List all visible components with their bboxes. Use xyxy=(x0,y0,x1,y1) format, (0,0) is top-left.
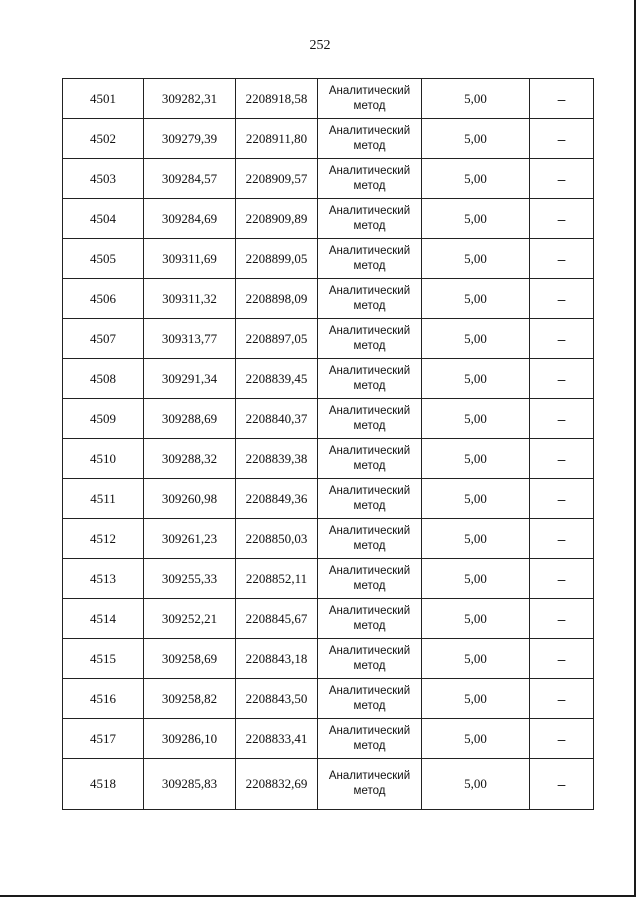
accuracy-cell: 5,00 xyxy=(422,319,530,359)
method-cell xyxy=(318,759,422,810)
method-cell xyxy=(318,279,422,319)
method-cell xyxy=(318,639,422,679)
y-coordinate-cell: 2208898,09 xyxy=(236,279,318,319)
table-row xyxy=(63,319,594,359)
point-number-cell: 4512 xyxy=(63,519,144,559)
method-text-line1: Аналитический xyxy=(328,84,411,97)
y-coordinate-cell: 2208899,05 xyxy=(236,239,318,279)
method-text-line2: метод xyxy=(353,99,386,112)
point-number-cell: 4513 xyxy=(63,559,144,599)
method-cell xyxy=(318,199,422,239)
accuracy-cell: 5,00 xyxy=(422,279,530,319)
method-text-line2: метод xyxy=(353,179,386,192)
note-cell: – xyxy=(530,599,594,639)
y-coordinate-cell: 2208832,69 xyxy=(236,759,318,810)
point-number-cell: 4503 xyxy=(63,159,144,199)
method-text-line1: Аналитический xyxy=(328,364,411,377)
method-text-line1: Аналитический xyxy=(328,244,411,257)
table-row xyxy=(63,159,594,199)
y-coordinate-cell: 2208850,03 xyxy=(236,519,318,559)
note-cell: – xyxy=(530,319,594,359)
page-number: 252 xyxy=(309,38,331,53)
y-coordinate-cell: 2208918,58 xyxy=(236,79,318,119)
note-cell: – xyxy=(530,719,594,759)
note-cell: – xyxy=(530,239,594,279)
x-coordinate-cell: 309279,39 xyxy=(144,119,236,159)
note-cell: – xyxy=(530,359,594,399)
note-cell: – xyxy=(530,439,594,479)
method-text-line2: метод xyxy=(353,419,386,432)
table-row xyxy=(63,639,594,679)
table-row xyxy=(63,359,594,399)
accuracy-cell: 5,00 xyxy=(422,519,530,559)
method-text-line1: Аналитический xyxy=(328,604,411,617)
method-text-line2: метод xyxy=(353,739,386,752)
accuracy-cell: 5,00 xyxy=(422,359,530,399)
y-coordinate-cell: 2208843,18 xyxy=(236,639,318,679)
method-cell xyxy=(318,359,422,399)
table-row xyxy=(63,759,594,810)
table-row xyxy=(63,439,594,479)
table-row xyxy=(63,519,594,559)
y-coordinate-cell: 2208897,05 xyxy=(236,319,318,359)
note-cell: – xyxy=(530,79,594,119)
note-cell: – xyxy=(530,199,594,239)
accuracy-cell: 5,00 xyxy=(422,239,530,279)
table-row xyxy=(63,399,594,439)
point-number-cell: 4501 xyxy=(63,79,144,119)
coordinates-table xyxy=(62,78,594,810)
x-coordinate-cell: 309285,83 xyxy=(144,759,236,810)
accuracy-cell: 5,00 xyxy=(422,79,530,119)
method-text-line2: метод xyxy=(353,459,386,472)
x-coordinate-cell: 309258,69 xyxy=(144,639,236,679)
method-text-line1: Аналитический xyxy=(328,124,411,137)
method-text-line1: Аналитический xyxy=(328,284,411,297)
method-cell xyxy=(318,559,422,599)
method-cell xyxy=(318,519,422,559)
method-text-line2: метод xyxy=(353,619,386,632)
accuracy-cell: 5,00 xyxy=(422,119,530,159)
method-cell xyxy=(318,679,422,719)
y-coordinate-cell: 2208833,41 xyxy=(236,719,318,759)
table-row xyxy=(63,239,594,279)
method-text-line2: метод xyxy=(353,379,386,392)
note-cell: – xyxy=(530,119,594,159)
accuracy-cell: 5,00 xyxy=(422,599,530,639)
method-text-line1: Аналитический xyxy=(328,724,411,737)
point-number-cell: 4514 xyxy=(63,599,144,639)
note-cell: – xyxy=(530,479,594,519)
x-coordinate-cell: 309284,69 xyxy=(144,199,236,239)
point-number-cell: 4511 xyxy=(63,479,144,519)
y-coordinate-cell: 2208843,50 xyxy=(236,679,318,719)
y-coordinate-cell: 2208849,36 xyxy=(236,479,318,519)
method-text-line1: Аналитический xyxy=(328,564,411,577)
table-row xyxy=(63,679,594,719)
point-number-cell: 4505 xyxy=(63,239,144,279)
note-cell: – xyxy=(530,159,594,199)
x-coordinate-cell: 309282,31 xyxy=(144,79,236,119)
method-text-line1: Аналитический xyxy=(328,770,411,782)
method-text-line1: Аналитический xyxy=(328,684,411,697)
x-coordinate-cell: 309311,32 xyxy=(144,279,236,319)
method-cell xyxy=(318,439,422,479)
method-text-line2: метод xyxy=(353,699,386,712)
y-coordinate-cell: 2208839,45 xyxy=(236,359,318,399)
method-text-line1: Аналитический xyxy=(328,404,411,417)
x-coordinate-cell: 309258,82 xyxy=(144,679,236,719)
method-text-line2: метод xyxy=(353,259,386,272)
method-text-line2: метод xyxy=(353,499,386,512)
point-number-cell: 4518 xyxy=(63,759,144,810)
x-coordinate-cell: 309291,34 xyxy=(144,359,236,399)
table-row xyxy=(63,119,594,159)
x-coordinate-cell: 309311,69 xyxy=(144,239,236,279)
note-cell: – xyxy=(530,559,594,599)
table-row xyxy=(63,599,594,639)
note-cell: – xyxy=(530,279,594,319)
y-coordinate-cell: 2208852,11 xyxy=(236,559,318,599)
method-text-line1: Аналитический xyxy=(328,164,411,177)
point-number-cell: 4515 xyxy=(63,639,144,679)
accuracy-cell: 5,00 xyxy=(422,159,530,199)
point-number-cell: 4506 xyxy=(63,279,144,319)
point-number-cell: 4510 xyxy=(63,439,144,479)
accuracy-cell: 5,00 xyxy=(422,439,530,479)
method-text-line2: метод xyxy=(353,299,386,312)
x-coordinate-cell: 309252,21 xyxy=(144,599,236,639)
accuracy-cell: 5,00 xyxy=(422,679,530,719)
method-cell xyxy=(318,79,422,119)
x-coordinate-cell: 309313,77 xyxy=(144,319,236,359)
method-cell xyxy=(318,319,422,359)
y-coordinate-cell: 2208840,37 xyxy=(236,399,318,439)
method-cell xyxy=(318,119,422,159)
point-number-cell: 4508 xyxy=(63,359,144,399)
table-row xyxy=(63,79,594,119)
method-text-line2: метод xyxy=(353,579,386,592)
method-cell xyxy=(318,159,422,199)
note-cell: – xyxy=(530,639,594,679)
y-coordinate-cell: 2208909,57 xyxy=(236,159,318,199)
method-text-line2: метод xyxy=(353,139,386,152)
point-number-cell: 4517 xyxy=(63,719,144,759)
x-coordinate-cell: 309286,10 xyxy=(144,719,236,759)
x-coordinate-cell: 309261,23 xyxy=(144,519,236,559)
method-text-line1: Аналитический xyxy=(328,444,411,457)
y-coordinate-cell: 2208845,67 xyxy=(236,599,318,639)
note-cell: – xyxy=(530,679,594,719)
accuracy-cell: 5,00 xyxy=(422,759,530,810)
point-number-cell: 4509 xyxy=(63,399,144,439)
accuracy-cell: 5,00 xyxy=(422,559,530,599)
x-coordinate-cell: 309260,98 xyxy=(144,479,236,519)
point-number-cell: 4502 xyxy=(63,119,144,159)
method-text-line2: метод xyxy=(353,539,386,552)
method-cell xyxy=(318,239,422,279)
y-coordinate-cell: 2208909,89 xyxy=(236,199,318,239)
table-row xyxy=(63,559,594,599)
point-number-cell: 4507 xyxy=(63,319,144,359)
method-text-line1: Аналитический xyxy=(328,324,411,337)
note-cell: – xyxy=(530,759,594,810)
method-text-line2: метод xyxy=(353,339,386,352)
accuracy-cell: 5,00 xyxy=(422,719,530,759)
method-cell xyxy=(318,599,422,639)
method-cell xyxy=(318,399,422,439)
table-row xyxy=(63,479,594,519)
table-row xyxy=(63,719,594,759)
y-coordinate-cell: 2208839,38 xyxy=(236,439,318,479)
method-text-line1: Аналитический xyxy=(328,524,411,537)
method-text-line2: метод xyxy=(353,219,386,232)
y-coordinate-cell: 2208911,80 xyxy=(236,119,318,159)
accuracy-cell: 5,00 xyxy=(422,399,530,439)
x-coordinate-cell: 309255,33 xyxy=(144,559,236,599)
method-cell xyxy=(318,479,422,519)
accuracy-cell: 5,00 xyxy=(422,199,530,239)
accuracy-cell: 5,00 xyxy=(422,639,530,679)
x-coordinate-cell: 309288,32 xyxy=(144,439,236,479)
method-text-line2: метод xyxy=(353,659,386,672)
method-cell xyxy=(318,719,422,759)
x-coordinate-cell: 309288,69 xyxy=(144,399,236,439)
accuracy-cell: 5,00 xyxy=(422,479,530,519)
method-text-line2: метод xyxy=(353,785,386,797)
table-row xyxy=(63,279,594,319)
method-text-line1: Аналитический xyxy=(328,484,411,497)
method-text-line1: Аналитический xyxy=(328,644,411,657)
method-text-line1: Аналитический xyxy=(328,204,411,217)
note-cell: – xyxy=(530,519,594,559)
note-cell: – xyxy=(530,399,594,439)
point-number-cell: 4516 xyxy=(63,679,144,719)
x-coordinate-cell: 309284,57 xyxy=(144,159,236,199)
point-number-cell: 4504 xyxy=(63,199,144,239)
table-row xyxy=(63,199,594,239)
